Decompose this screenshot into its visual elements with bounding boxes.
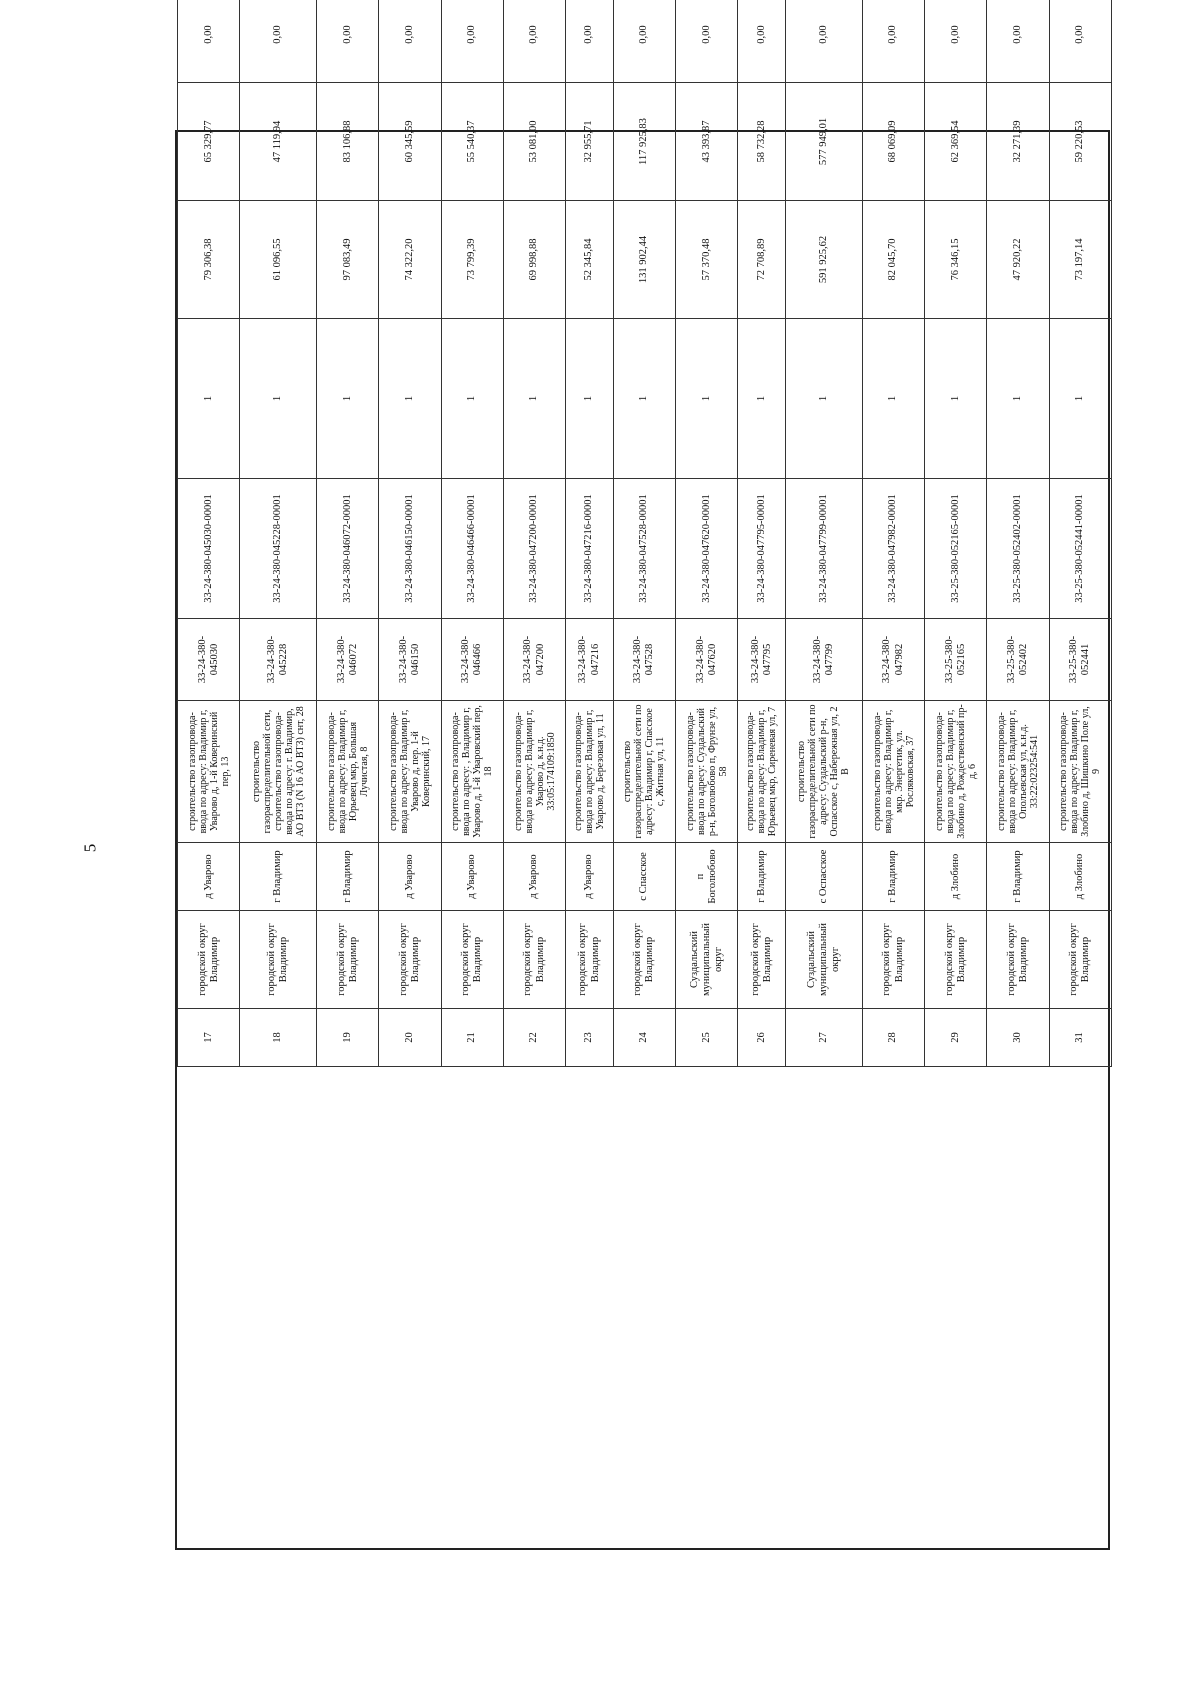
cell-settlement: г Владимир <box>862 843 924 911</box>
cell-inventory-number: 33-24-380-047799 <box>786 619 863 701</box>
cell-municipal-district: городской округ Владимир <box>862 911 924 1009</box>
cell-zero-value-1: 0,00 <box>786 0 863 83</box>
cell-municipal-district: городской округ Владимир <box>317 911 379 1009</box>
cell-object-code: 33-24-380-045030-00001 <box>178 479 240 619</box>
objects-table <box>177 0 1112 1067</box>
cell-inventory-number: 33-24-380-047795 <box>738 619 786 701</box>
cell-cost-component: 68 069,09 <box>862 83 924 201</box>
cell-quantity: 1 <box>786 319 863 479</box>
cell-work-description: строительство газопровода-ввода по адресу: Владимир г, мкр. Энергетик, ул. Росляковская, 37 <box>862 701 924 843</box>
rotated-table-frame <box>175 25 1110 1550</box>
cell-work-description: строительство газораспределительной сети по адресу: Суздальский р-н, Оспасское с, Набережная ул, 2 В <box>786 701 863 843</box>
table-row <box>441 0 503 1067</box>
cell-settlement: д Злобино <box>1049 843 1111 911</box>
page-number: 5 <box>80 843 100 853</box>
cell-row-number: 21 <box>441 1009 503 1067</box>
cell-work-description: строительство газопровода-ввода по адресу: Владимир г, Юрьевец мкр, Большая Лучистая, 8 <box>317 701 379 843</box>
cell-work-description: строительство газопровода-ввода по адресу: Владимир г, Уварово д, пер. 1-й Коверинский, 17 <box>379 701 441 843</box>
table-row <box>676 0 738 1067</box>
cell-work-description: строительство газопровода-ввода по адресу: , Владимир г, Уварово д, 1-й Уваровский пер, 18 <box>441 701 503 843</box>
cell-total-cost: 79 306,38 <box>178 201 240 319</box>
cell-row-number: 28 <box>862 1009 924 1067</box>
cell-work-description: строительство газопровода-ввода по адресу: Владимир г, Ополъевская ул, к.н.д. 33:22:023254:541 <box>987 701 1049 843</box>
cell-settlement: г Владимир <box>738 843 786 911</box>
cell-object-code: 33-24-380-047795-00001 <box>738 479 786 619</box>
cell-row-number: 31 <box>1049 1009 1111 1067</box>
cell-quantity: 1 <box>441 319 503 479</box>
cell-work-description: строительство газораспределительной сети по адресу: Владимир г, Спасское с, Житная ул, 11 <box>613 701 675 843</box>
cell-cost-component: 59 220,53 <box>1049 83 1111 201</box>
cell-object-code: 33-24-380-047982-00001 <box>862 479 924 619</box>
cell-inventory-number: 33-24-380-047620 <box>676 619 738 701</box>
cell-inventory-number: 33-24-380-047200 <box>503 619 565 701</box>
cell-zero-value-1: 0,00 <box>566 0 614 83</box>
cell-cost-component: 62 369,54 <box>925 83 987 201</box>
cell-object-code: 33-25-380-052402-00001 <box>987 479 1049 619</box>
cell-cost-component: 43 393,87 <box>676 83 738 201</box>
table-row <box>566 0 614 1067</box>
table-row <box>786 0 863 1067</box>
cell-object-code: 33-24-380-047620-00001 <box>676 479 738 619</box>
cell-total-cost: 591 925,62 <box>786 201 863 319</box>
cell-cost-component: 65 329,77 <box>178 83 240 201</box>
cell-work-description: строительство газопровода-ввода по адресу: Владимир г, Уварово д, Березовая ул, 11 <box>566 701 614 843</box>
cell-municipal-district: городской округ Владимир <box>178 911 240 1009</box>
cell-zero-value-1: 0,00 <box>317 0 379 83</box>
cell-row-number: 18 <box>240 1009 317 1067</box>
cell-cost-component: 577 949,01 <box>786 83 863 201</box>
cell-inventory-number: 33-24-380-047528 <box>613 619 675 701</box>
cell-quantity: 1 <box>925 319 987 479</box>
cell-total-cost: 73 197,14 <box>1049 201 1111 319</box>
cell-zero-value-1: 0,00 <box>240 0 317 83</box>
cell-object-code: 33-24-380-046150-00001 <box>379 479 441 619</box>
cell-total-cost: 82 045,70 <box>862 201 924 319</box>
cell-settlement: д Уварово <box>566 843 614 911</box>
table-row <box>738 0 786 1067</box>
table-row <box>987 0 1049 1067</box>
table-row <box>925 0 987 1067</box>
cell-total-cost: 76 346,15 <box>925 201 987 319</box>
cell-row-number: 24 <box>613 1009 675 1067</box>
cell-object-code: 33-25-380-052441-00001 <box>1049 479 1111 619</box>
cell-total-cost: 61 096,55 <box>240 201 317 319</box>
cell-row-number: 29 <box>925 1009 987 1067</box>
cell-total-cost: 97 083,49 <box>317 201 379 319</box>
cell-work-description: строительство газопровода-ввода по адресу: Владимир г, Юрьевец мкр, Сиреневая ул, 7 <box>738 701 786 843</box>
cell-municipal-district: городской округ Владимир <box>738 911 786 1009</box>
cell-quantity: 1 <box>862 319 924 479</box>
cell-settlement: п Боголюбово <box>676 843 738 911</box>
cell-inventory-number: 33-24-380-047982 <box>862 619 924 701</box>
cell-object-code: 33-24-380-045228-00001 <box>240 479 317 619</box>
cell-zero-value-1: 0,00 <box>441 0 503 83</box>
cell-quantity: 1 <box>317 319 379 479</box>
cell-object-code: 33-24-380-047216-00001 <box>566 479 614 619</box>
cell-municipal-district: городской округ Владимир <box>441 911 503 1009</box>
cell-inventory-number: 33-24-380-045228 <box>240 619 317 701</box>
cell-zero-value-1: 0,00 <box>1049 0 1111 83</box>
cell-settlement: с Спасское <box>613 843 675 911</box>
cell-object-code: 33-24-380-047528-00001 <box>613 479 675 619</box>
cell-cost-component: 32 271,39 <box>987 83 1049 201</box>
cell-municipal-district: Суздальский муниципальный округ <box>676 911 738 1009</box>
cell-municipal-district: городской округ Владимир <box>613 911 675 1009</box>
cell-quantity: 1 <box>738 319 786 479</box>
cell-total-cost: 47 920,22 <box>987 201 1049 319</box>
cell-zero-value-1: 0,00 <box>613 0 675 83</box>
cell-municipal-district: городской округ Владимир <box>379 911 441 1009</box>
cell-municipal-district: городской округ Владимир <box>1049 911 1111 1009</box>
cell-object-code: 33-25-380-052165-00001 <box>925 479 987 619</box>
cell-inventory-number: 33-24-380-046466 <box>441 619 503 701</box>
cell-total-cost: 52 345,84 <box>566 201 614 319</box>
cell-cost-component: 117 925,83 <box>613 83 675 201</box>
cell-inventory-number: 33-25-380-052165 <box>925 619 987 701</box>
table-row <box>862 0 924 1067</box>
cell-row-number: 30 <box>987 1009 1049 1067</box>
cell-inventory-number: 33-24-380-045030 <box>178 619 240 701</box>
table-row <box>1049 0 1111 1067</box>
cell-inventory-number: 33-24-380-046072 <box>317 619 379 701</box>
cell-work-description: строительство газопровода-ввода по адресу: Владимир г, Злобино д, Шишкино Поле ул, 9 <box>1049 701 1111 843</box>
cell-cost-component: 83 106,88 <box>317 83 379 201</box>
table-row <box>613 0 675 1067</box>
cell-inventory-number: 33-25-380-052441 <box>1049 619 1111 701</box>
cell-zero-value-1: 0,00 <box>503 0 565 83</box>
cell-cost-component: 55 540,37 <box>441 83 503 201</box>
cell-total-cost: 69 998,88 <box>503 201 565 319</box>
cell-zero-value-1: 0,00 <box>862 0 924 83</box>
cell-municipal-district: городской округ Владимир <box>566 911 614 1009</box>
cell-settlement: д Уварово <box>178 843 240 911</box>
table-row <box>379 0 441 1067</box>
cell-work-description: строительство газопровода-ввода по адресу: Владимир г, Уварово д, 1-й Коверинский пер, 13 <box>178 701 240 843</box>
cell-work-description: строительство газораспределительной сети, строительство газопровода-ввода по адресу: г. Владимир, АО ВТЗ (N 16 АО ВТЗ) снт, 28 <box>240 701 317 843</box>
cell-inventory-number: 33-24-380-047216 <box>566 619 614 701</box>
cell-quantity: 1 <box>240 319 317 479</box>
cell-row-number: 19 <box>317 1009 379 1067</box>
cell-total-cost: 74 322,20 <box>379 201 441 319</box>
cell-quantity: 1 <box>1049 319 1111 479</box>
cell-quantity: 1 <box>503 319 565 479</box>
cell-row-number: 25 <box>676 1009 738 1067</box>
cell-zero-value-1: 0,00 <box>987 0 1049 83</box>
cell-work-description: строительство газопровода-ввода по адресу: Владимир г, Уварово д, к.н.д. 33:05:174109:1850 <box>503 701 565 843</box>
cell-row-number: 26 <box>738 1009 786 1067</box>
cell-quantity: 1 <box>566 319 614 479</box>
cell-settlement: г Владимир <box>240 843 317 911</box>
cell-cost-component: 58 732,28 <box>738 83 786 201</box>
cell-municipal-district: городской округ Владимир <box>503 911 565 1009</box>
cell-settlement: д Уварово <box>379 843 441 911</box>
cell-cost-component: 60 345,59 <box>379 83 441 201</box>
rotated-table-content <box>177 0 1112 1067</box>
table-row <box>240 0 317 1067</box>
cell-quantity: 1 <box>987 319 1049 479</box>
cell-object-code: 33-24-380-047200-00001 <box>503 479 565 619</box>
cell-zero-value-1: 0,00 <box>738 0 786 83</box>
cell-quantity: 1 <box>676 319 738 479</box>
cell-settlement: с Оспасское <box>786 843 863 911</box>
cell-row-number: 22 <box>503 1009 565 1067</box>
table-row <box>178 0 240 1067</box>
cell-settlement: д Уварово <box>441 843 503 911</box>
cell-row-number: 23 <box>566 1009 614 1067</box>
cell-municipal-district: городской округ Владимир <box>925 911 987 1009</box>
cell-inventory-number: 33-24-380-046150 <box>379 619 441 701</box>
cell-total-cost: 57 370,48 <box>676 201 738 319</box>
cell-municipal-district: городской округ Владимир <box>987 911 1049 1009</box>
cell-total-cost: 73 799,39 <box>441 201 503 319</box>
cell-settlement: г Владимир <box>987 843 1049 911</box>
cell-row-number: 27 <box>786 1009 863 1067</box>
cell-row-number: 20 <box>379 1009 441 1067</box>
table-row <box>503 0 565 1067</box>
cell-settlement: д Злобино <box>925 843 987 911</box>
table-row <box>317 0 379 1067</box>
cell-work-description: строительство газопровода-ввода по адресу: Суздальский р-н, Боголюбово п, Фрунзе ул, 58 <box>676 701 738 843</box>
cell-cost-component: 53 081,00 <box>503 83 565 201</box>
cell-zero-value-1: 0,00 <box>178 0 240 83</box>
cell-zero-value-1: 0,00 <box>676 0 738 83</box>
cell-settlement: д Уварово <box>503 843 565 911</box>
cell-quantity: 1 <box>178 319 240 479</box>
cell-cost-component: 47 119,94 <box>240 83 317 201</box>
cell-quantity: 1 <box>379 319 441 479</box>
cell-total-cost: 72 708,89 <box>738 201 786 319</box>
cell-cost-component: 32 955,71 <box>566 83 614 201</box>
table-body <box>178 0 1112 1067</box>
cell-row-number: 17 <box>178 1009 240 1067</box>
cell-municipal-district: городской округ Владимир <box>240 911 317 1009</box>
cell-inventory-number: 33-25-380-052402 <box>987 619 1049 701</box>
cell-object-code: 33-24-380-046072-00001 <box>317 479 379 619</box>
cell-work-description: строительство газопровода-ввода по адресу: Владимир г, Злобино д, Рождественский пр-д, 6 <box>925 701 987 843</box>
cell-quantity: 1 <box>613 319 675 479</box>
cell-object-code: 33-24-380-047799-00001 <box>786 479 863 619</box>
cell-object-code: 33-24-380-046466-00001 <box>441 479 503 619</box>
cell-municipal-district: Суздальский муниципальный округ <box>786 911 863 1009</box>
cell-zero-value-1: 0,00 <box>379 0 441 83</box>
cell-total-cost: 131 902,44 <box>613 201 675 319</box>
cell-zero-value-1: 0,00 <box>925 0 987 83</box>
cell-settlement: г Владимир <box>317 843 379 911</box>
